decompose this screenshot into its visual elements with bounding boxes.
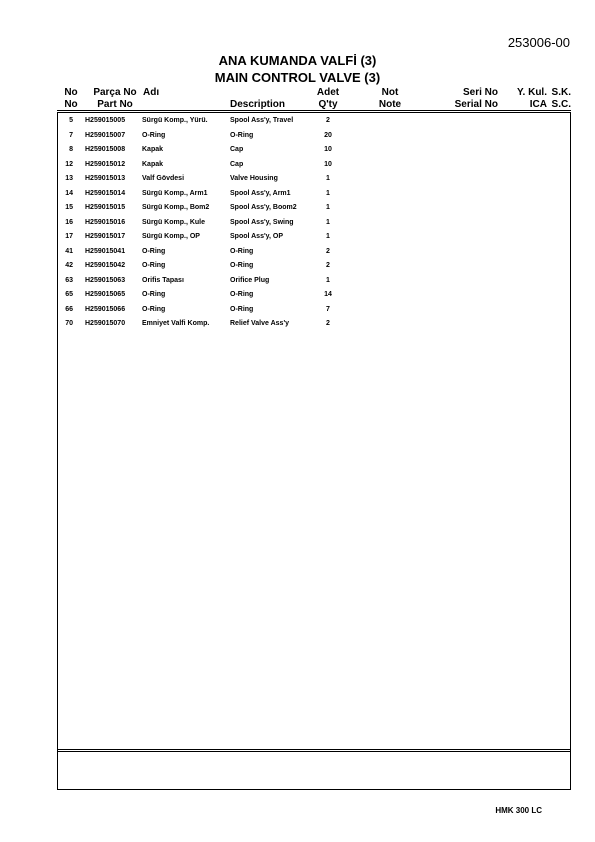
page-title-turkish: ANA KUMANDA VALFİ (3) — [218, 53, 377, 68]
page-title-english: MAIN CONTROL VALVE (3) — [214, 70, 381, 85]
row-description: Relief Valve Ass'y — [230, 320, 289, 327]
table-row — [57, 188, 571, 203]
row-description: O-Ring — [230, 305, 254, 313]
table-row — [57, 246, 571, 261]
row-item-no: 66 — [65, 305, 73, 313]
header-qty-tr: Adet — [316, 87, 340, 98]
row-description: Spool Ass'y, Arm1 — [230, 189, 291, 197]
row-description: Orifice Plug — [230, 276, 270, 284]
row-name-tr: Kapak — [142, 146, 164, 153]
row-description: Spool Ass'y, OP — [230, 233, 284, 240]
header-part-no — [86, 87, 144, 111]
row-name-tr: Orifis Tapası — [142, 276, 184, 284]
row-qty: 2 — [326, 320, 330, 327]
row-qty: 7 — [326, 305, 330, 313]
row-part-no: H259015005 — [85, 117, 126, 124]
row-qty: 1 — [326, 204, 330, 211]
row-name-tr: O-Ring — [142, 247, 166, 255]
header-note-en: Note — [378, 99, 402, 110]
row-item-no: 65 — [65, 291, 73, 298]
header-description: Description — [230, 99, 286, 110]
table-row — [57, 304, 571, 319]
header-serial — [440, 87, 498, 111]
row-item-no: 16 — [65, 218, 73, 226]
row-part-no: H259015013 — [85, 175, 126, 182]
row-qty: 20 — [324, 131, 332, 139]
row-part-no: H259015042 — [85, 262, 126, 269]
row-description: O-Ring — [230, 247, 254, 255]
row-item-no: 17 — [65, 233, 73, 240]
table-row — [57, 289, 571, 304]
row-item-no: 8 — [69, 146, 73, 153]
row-part-no: H259015070 — [85, 320, 126, 327]
row-qty: 14 — [324, 291, 332, 298]
header-yk-tr: Y. Kul. — [516, 87, 547, 98]
row-item-no: 41 — [65, 247, 73, 255]
table-row — [57, 202, 571, 217]
header-serial-tr: Seri No — [462, 87, 498, 98]
row-part-no: H259015014 — [85, 189, 126, 197]
table-row — [57, 275, 571, 290]
table-row — [57, 318, 571, 333]
header-no-en: No — [64, 99, 78, 110]
row-item-no: 15 — [65, 204, 73, 211]
row-name-tr: Emniyet Valfi Komp. — [142, 320, 210, 327]
row-name-tr: O-Ring — [142, 305, 166, 313]
row-qty: 1 — [326, 218, 330, 226]
table-footer-divider — [57, 749, 571, 752]
header-qty-en: Q'ty — [318, 99, 338, 110]
row-description: Valve Housing — [230, 175, 278, 182]
table-row — [57, 231, 571, 246]
header-sk-tr: S.K. — [551, 87, 571, 98]
row-part-no: H259015017 — [85, 233, 126, 240]
row-name-tr: Sürgü Komp., Bom2 — [142, 204, 210, 211]
row-item-no: 14 — [65, 189, 73, 197]
row-part-no: H259015063 — [85, 276, 126, 284]
row-qty: 1 — [326, 175, 330, 182]
row-qty: 2 — [326, 247, 330, 255]
row-qty: 2 — [326, 262, 330, 269]
header-part-en: Part No — [97, 99, 133, 110]
row-item-no: 70 — [65, 320, 73, 327]
row-qty: 1 — [326, 276, 330, 284]
row-description: O-Ring — [230, 262, 254, 269]
row-description: Spool Ass'y, Boom2 — [230, 204, 297, 211]
table-row — [57, 115, 571, 130]
header-part-tr: Parça No — [93, 87, 137, 98]
row-item-no: 42 — [65, 262, 73, 269]
row-qty: 10 — [324, 146, 332, 153]
table-row — [57, 260, 571, 275]
table-row — [57, 144, 571, 159]
row-name-tr: Sürgü Komp., Arm1 — [142, 189, 208, 197]
row-description: Cap — [230, 160, 244, 168]
row-name-tr: O-Ring — [142, 131, 166, 139]
header-no-tr: No — [64, 87, 78, 98]
row-name-tr: O-Ring — [142, 291, 166, 298]
row-qty: 1 — [326, 189, 330, 197]
row-qty: 10 — [324, 160, 332, 168]
row-part-no: H259015012 — [85, 160, 126, 168]
row-item-no: 63 — [65, 276, 73, 284]
table-row — [57, 217, 571, 232]
header-serial-en: Serial No — [454, 99, 498, 110]
row-part-no: H259015065 — [85, 291, 126, 298]
row-item-no: 5 — [69, 117, 73, 124]
document-number: 253006-00 — [507, 35, 570, 50]
row-qty: 1 — [326, 233, 330, 240]
row-name-tr: Sürgü Komp., Yürü. — [142, 117, 208, 124]
table-row — [57, 130, 571, 145]
row-description: Cap — [230, 146, 244, 153]
row-part-no: H259015015 — [85, 204, 126, 211]
row-part-no: H259015007 — [85, 131, 126, 139]
row-part-no: H259015008 — [85, 146, 126, 153]
header-note-tr: Not — [381, 87, 399, 98]
table-row — [57, 159, 571, 174]
row-description: Spool Ass'y, Swing — [230, 218, 294, 226]
parts-table-body — [57, 115, 571, 333]
header-rule — [57, 110, 571, 111]
header-qty — [313, 87, 343, 111]
row-name-tr: Kapak — [142, 160, 164, 168]
header-note — [375, 87, 405, 111]
row-name-tr: Sürgü Komp., OP — [142, 233, 200, 240]
row-name-tr: Sürgü Komp., Kule — [142, 218, 205, 226]
row-name-tr: Valf Gövdesi — [142, 175, 185, 182]
header-no — [61, 87, 81, 111]
row-description: Spool Ass'y, Travel — [230, 117, 294, 124]
header-ica — [510, 87, 547, 111]
row-item-no: 7 — [69, 131, 73, 139]
row-name-tr: O-Ring — [142, 262, 166, 269]
row-qty: 2 — [326, 117, 330, 124]
header-sk-en: S.C. — [551, 99, 571, 110]
header-sc — [547, 87, 571, 111]
row-part-no: H259015016 — [85, 218, 126, 226]
header-name-tr: Adı — [143, 87, 160, 98]
row-item-no: 13 — [65, 175, 73, 182]
row-item-no: 12 — [65, 160, 73, 168]
header-yk-en: ICA — [529, 99, 547, 110]
row-part-no: H259015041 — [85, 247, 126, 255]
table-row — [57, 173, 571, 188]
row-description: O-Ring — [230, 291, 254, 298]
row-part-no: H259015066 — [85, 305, 126, 313]
machine-model: HMK 300 LC — [495, 806, 542, 815]
row-description: O-Ring — [230, 131, 254, 139]
